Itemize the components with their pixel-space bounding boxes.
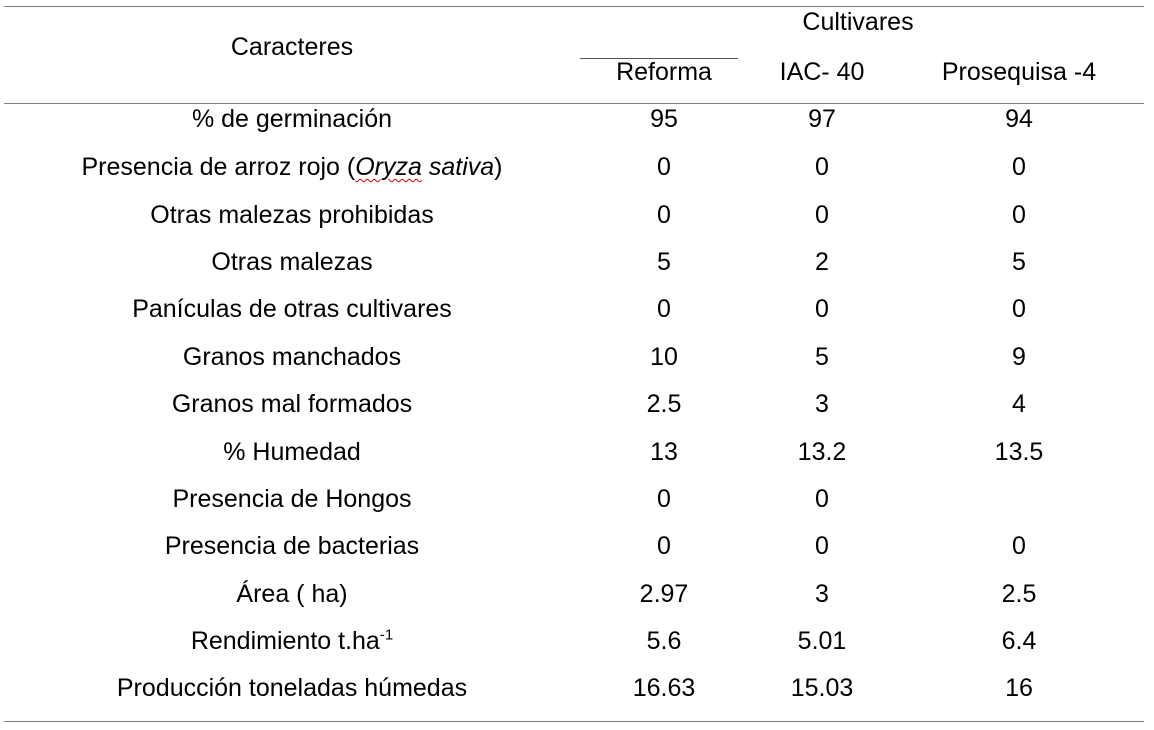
label-text: Rendimiento t.ha [190,627,380,655]
row-label [81,152,502,182]
row-label: Producción toneladas húmedas [116,674,468,702]
value-prosequisa: 0 [1012,153,1026,181]
row-label: Otras malezas [211,248,373,276]
value-iac40: 0 [815,153,829,181]
label-superscript: -1 [379,626,394,644]
value-prosequisa: 6.4 [1001,627,1037,655]
value-iac40: 0 [815,485,829,513]
label-species-epithet: sativa [421,153,495,181]
label-species-genus: Oryza [355,153,422,181]
table-row [0,294,1154,324]
header-cultivares: Cultivares [802,8,914,36]
value-prosequisa: 0 [1012,295,1026,323]
table-row [0,673,1154,703]
value-reforma: 13 [650,438,678,466]
value-iac40: 3 [815,580,829,608]
value-iac40: 0 [815,201,829,229]
value-reforma: 5.6 [646,627,682,655]
value-prosequisa: 5 [1012,248,1026,276]
value-prosequisa: 0 [1012,532,1026,560]
value-prosequisa: 9 [1012,343,1026,371]
value-reforma: 0 [657,295,671,323]
table-row [0,437,1154,467]
label-close-paren: ) [494,153,503,181]
header-col-prosequisa: Prosequisa -4 [941,58,1097,86]
header-col-reforma: Reforma [616,58,712,86]
value-reforma: 2.5 [646,390,682,418]
row-label: Granos mal formados [171,390,413,418]
row-label: Otras malezas prohibidas [150,201,434,229]
value-reforma: 0 [657,532,671,560]
value-iac40: 5 [815,343,829,371]
value-reforma: 10 [650,343,678,371]
value-iac40: 15.03 [790,674,854,702]
table-row [0,484,1154,514]
value-reforma: 0 [657,153,671,181]
row-label: % Humedad [223,438,361,466]
table-top-rule [4,6,1144,7]
table-row [0,342,1154,372]
value-iac40: 2 [815,248,829,276]
table-row [0,626,1154,656]
value-reforma: 16.63 [632,674,696,702]
row-label: % de germinación [191,105,393,133]
value-prosequisa: 94 [1005,105,1033,133]
value-iac40: 97 [808,105,836,133]
table-row [0,200,1154,230]
value-reforma: 2.97 [639,580,689,608]
header-col-iac40: IAC- 40 [779,58,865,86]
value-prosequisa: 0 [1012,201,1026,229]
value-prosequisa: 13.5 [994,438,1044,466]
row-label: Área ( ha) [236,580,348,608]
label-text: Presencia de arroz rojo ( [81,153,356,181]
table-row [0,389,1154,419]
value-reforma: 0 [657,485,671,513]
table-row [0,579,1154,609]
value-iac40: 3 [815,390,829,418]
value-iac40: 0 [815,295,829,323]
row-label: Presencia de Hongos [172,485,412,513]
value-iac40: 5.01 [797,627,847,655]
row-label: Presencia de bacterias [164,532,420,560]
value-prosequisa: 4 [1012,390,1026,418]
value-iac40: 13.2 [797,438,847,466]
table-row [0,247,1154,277]
value-prosequisa: 16 [1005,674,1033,702]
value-reforma: 0 [657,201,671,229]
header-caracteres: Caracteres [230,33,354,61]
value-reforma: 95 [650,105,678,133]
row-label: Panículas de otras cultivares [132,295,452,323]
table-bottom-rule [4,721,1144,722]
value-reforma: 5 [657,248,671,276]
row-label [191,626,393,656]
value-iac40: 0 [815,532,829,560]
table-row [0,152,1154,182]
row-label: Granos manchados [182,343,402,371]
value-prosequisa: 2.5 [1001,580,1037,608]
table-row [0,531,1154,561]
table-row [0,104,1154,134]
